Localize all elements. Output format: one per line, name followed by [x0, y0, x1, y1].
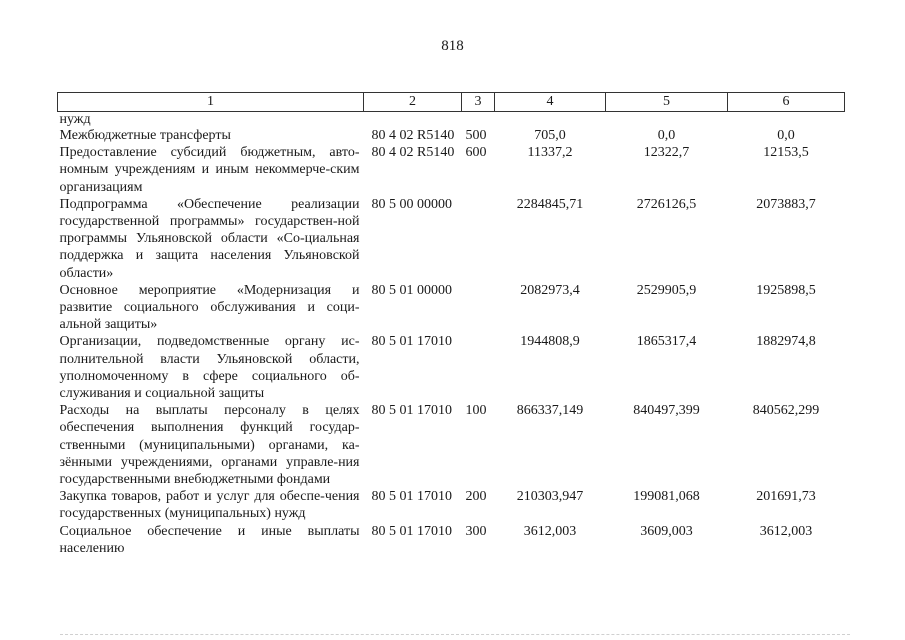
- column-number-header-row: [58, 93, 845, 112]
- table-row: [58, 127, 845, 144]
- row-value-col4: 2082973,4: [520, 282, 580, 298]
- row-value-col4: 1944808,9: [520, 334, 580, 350]
- row-expense-type: 100: [465, 403, 487, 419]
- row-code: 80 4 02 R5140: [371, 128, 455, 143]
- row-value-col6: 1925898,5: [756, 282, 816, 298]
- row-value-col6: 0,0: [777, 128, 795, 143]
- row-value-col4: 705,0: [534, 128, 566, 143]
- row-value-col5: [606, 112, 728, 128]
- row-value-col5: 12322,7: [643, 145, 690, 161]
- table-row: [58, 282, 845, 334]
- table-row: [58, 402, 845, 488]
- row-value-col5: 199081,068: [633, 489, 700, 505]
- row-value-col5: 2529905,9: [636, 282, 697, 298]
- column-header: 3: [462, 93, 495, 112]
- row-name: Расходы на выплаты персоналу в целях обеспечения выполнения функций государ-ственными (муниципальными) органами, ка-зёнными учреждениями, органами управле-ния государственными внебюджетными фондами: [59, 403, 360, 488]
- row-value-col4: 866337,149: [516, 403, 584, 419]
- row-value-col5: 0,0: [657, 128, 676, 143]
- row-value-col6: 3612,003: [759, 523, 813, 539]
- table-row: [58, 333, 845, 402]
- row-code: [364, 112, 462, 128]
- page-number: 818: [441, 38, 464, 54]
- row-value-col5: 2726126,5: [636, 196, 697, 212]
- column-header: 6: [728, 93, 845, 112]
- row-expense-type: 500: [465, 128, 487, 143]
- row-code: 80 5 01 17010: [371, 489, 452, 505]
- row-value-col4: 210303,947: [516, 489, 584, 505]
- column-header: 5: [606, 93, 728, 112]
- table-row: [58, 488, 845, 522]
- column-header: 4: [495, 93, 606, 112]
- row-value-col6: 1882974,8: [756, 334, 816, 350]
- scan-edge-divider: [60, 634, 850, 636]
- row-name: Подпрограмма «Обеспечение реализации государственной программы» государствен-ной программы Ульяновской области «Со-циальная поддержка и защита населения Ульяновской области»: [59, 196, 360, 281]
- table-row: [58, 196, 845, 282]
- row-value-col4: 3612,003: [523, 523, 577, 539]
- row-value-col5: 840497,399: [633, 403, 700, 419]
- row-value-col4: [495, 112, 606, 128]
- row-code: 80 4 02 R5140: [371, 145, 455, 161]
- table-row: [58, 112, 845, 128]
- row-expense-type: [462, 333, 495, 402]
- row-expense-type: [462, 282, 495, 334]
- column-header: 2: [364, 93, 462, 112]
- row-name: Предоставление субсидий бюджетным, авто-номным учреждениям и иным некоммерче-ским организациям: [59, 145, 360, 195]
- row-value-col4: 11337,2: [527, 145, 573, 161]
- row-name: Организации, подведомственные органу ис-полнительной власти Ульяновской области, уполномоченному в сфере социального об-служивания и социальной защиты: [59, 334, 360, 402]
- row-value-col5: 3609,003: [640, 523, 693, 539]
- row-value-col6: 2073883,7: [756, 196, 816, 212]
- row-value-col6: [728, 112, 845, 128]
- row-value-col4: 2284845,71: [516, 196, 584, 212]
- row-expense-type: 600: [465, 145, 487, 161]
- table-row: [58, 523, 845, 557]
- row-name: Межбюджетные трансферты: [59, 128, 231, 143]
- row-name: нужд: [59, 112, 91, 127]
- row-value-col6: 12153,5: [763, 145, 809, 161]
- row-code: 80 5 01 17010: [371, 403, 452, 419]
- row-expense-type: 200: [465, 489, 487, 505]
- row-code: 80 5 00 00000: [371, 196, 452, 212]
- budget-table: [57, 92, 845, 557]
- row-value-col6: 201691,73: [756, 489, 816, 505]
- row-name: Социальное обеспечение и иные выплаты населению: [59, 523, 360, 556]
- row-expense-type: [462, 196, 495, 282]
- row-expense-type: 300: [465, 523, 487, 539]
- row-value-col5: 1865317,4: [636, 334, 697, 350]
- row-name: Закупка товаров, работ и услуг для обеспе-чения государственных (муниципальных) нужд: [59, 489, 360, 522]
- row-name: Основное мероприятие «Модернизация и развитие социального обслуживания и соци-альной защиты»: [59, 282, 360, 333]
- table-row: [58, 144, 845, 196]
- row-value-col6: 840562,299: [752, 403, 820, 419]
- column-header: 1: [58, 93, 364, 112]
- row-code: 80 5 01 17010: [371, 523, 452, 539]
- row-expense-type: [462, 112, 495, 128]
- row-code: 80 5 01 17010: [371, 334, 452, 350]
- row-code: 80 5 01 00000: [371, 282, 452, 298]
